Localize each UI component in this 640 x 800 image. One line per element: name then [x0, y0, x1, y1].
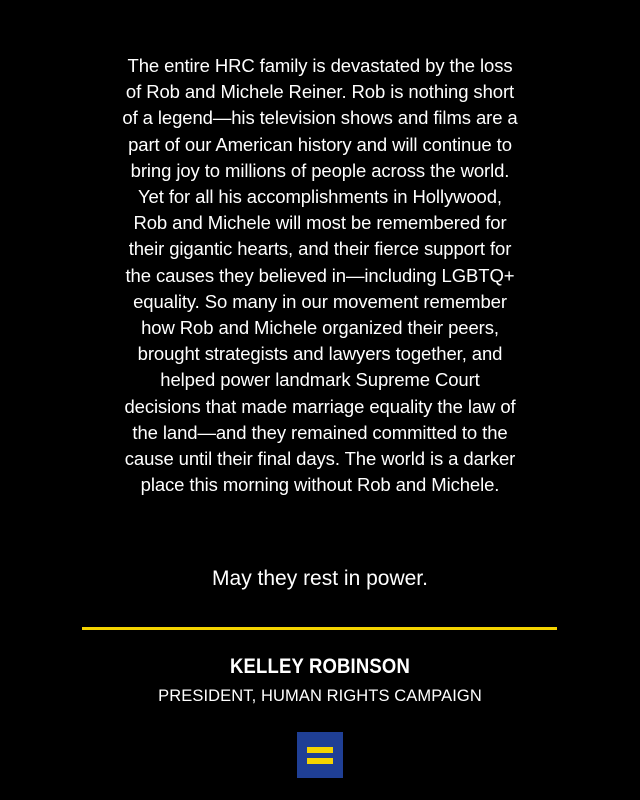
statement-line: place this morning without Rob and Michele.: [140, 474, 500, 496]
statement-line: cause until their final days. The world is a darker: [124, 448, 516, 470]
statement-line: equality. So many in our movement remember: [133, 290, 507, 312]
statement-line: The entire HRC family is devastated by the loss: [127, 55, 513, 76]
statement-line: brought strategists and lawyers together, and: [137, 343, 503, 365]
signer-name: KELLEY ROBINSON: [230, 655, 410, 678]
statement-line: Yet for all his accomplishments in Hollywood,: [138, 186, 502, 208]
signer-title: PRESIDENT, HUMAN RIGHTS CAMPAIGN: [158, 687, 482, 705]
statement-line: helped power landmark Supreme Court: [160, 369, 480, 391]
divider: [82, 627, 557, 630]
statement-line: part of our American history and will continue to: [128, 133, 512, 155]
statement-line: bring joy to millions of people across the world.: [130, 159, 510, 181]
statement-line: decisions that made marriage equality the law of: [124, 395, 516, 417]
closing-line: May they rest in power.: [212, 567, 428, 590]
statement-line: how Rob and Michele organized their peers,: [141, 317, 499, 339]
logo-bar-bottom: [307, 758, 333, 764]
logo-background: [297, 732, 343, 778]
statement-line: Rob and Michele will most be remembered for: [133, 212, 507, 234]
statement-line: the causes they believed in—including LGBTQ+: [125, 264, 515, 286]
hrc-equal-sign-icon: [297, 732, 343, 778]
statement-line: their gigantic hearts, and their fierce support for: [128, 238, 512, 260]
statement-line: of Rob and Michele Reiner. Rob is nothing short: [125, 81, 515, 103]
statement-line: of a legend—his television shows and films are a: [122, 107, 518, 129]
logo-bar-top: [307, 747, 333, 753]
statement-line: the land—and they remained committed to the: [132, 421, 508, 443]
statement-body: [80, 53, 560, 498]
